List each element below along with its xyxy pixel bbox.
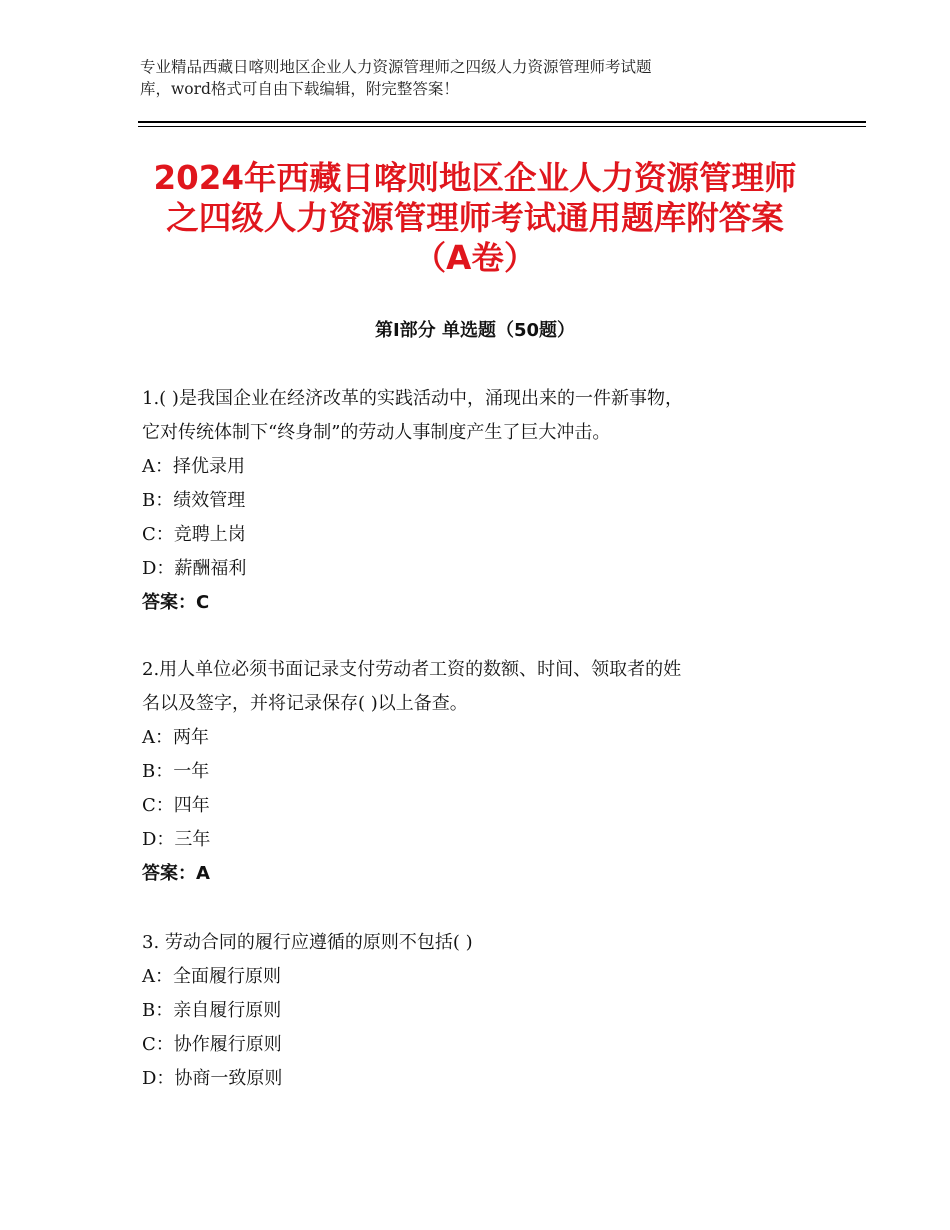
question-2 [142,653,822,891]
title-line-1: 2024年西藏日喀则地区企业人力资源管理师 [153,159,797,197]
question-stem: 1.( )是我国企业在经济改革的实践活动中，涌现出来的一件新事物， [142,388,683,409]
question-stem: 2.用人单位必须书面记录支付劳动者工资的数额、时间、领取者的姓 [142,659,682,680]
document-title [100,158,850,278]
option-a: A：两年 [142,727,209,748]
section-heading: 第Ⅰ部分 单选题（50题） [374,320,575,341]
question-stem: 名以及签字，并将记录保存( )以上备查。 [142,693,468,714]
option-a: A：全面履行原则 [142,966,281,987]
title-line-3: （A卷） [413,239,537,277]
header-note-line-2: 库，word格式可自由下载编辑，附完整答案！ [140,80,459,98]
question-3 [142,926,822,1096]
question-1 [142,382,822,620]
header-divider-thin [138,126,866,127]
question-stem: 3. 劳动合同的履行应遵循的原则不包括( ) [142,932,473,953]
answer: 答案：C [142,592,210,613]
option-a: A：择优录用 [142,456,245,477]
header-note [140,56,820,100]
header-note-line-1: 专业精品西藏日喀则地区企业人力资源管理师之四级人力资源管理师考试题 [140,58,652,76]
option-c: C：竞聘上岗 [142,524,246,545]
option-d: D：三年 [142,829,211,850]
title-line-2: 之四级人力资源管理师考试通用题库附答案 [166,199,784,237]
option-d: D：协商一致原则 [142,1068,283,1089]
option-b: B：一年 [142,761,210,782]
option-b: B：绩效管理 [142,490,246,511]
question-stem: 它对传统体制下“终身制”的劳动人事制度产生了巨大冲击。 [142,422,611,443]
header-divider-thick [138,121,866,123]
option-d: D：薪酬福利 [142,558,247,579]
option-c: C：协作履行原则 [142,1034,282,1055]
option-c: C：四年 [142,795,210,816]
answer: 答案：A [142,863,210,884]
option-b: B：亲自履行原则 [142,1000,282,1021]
